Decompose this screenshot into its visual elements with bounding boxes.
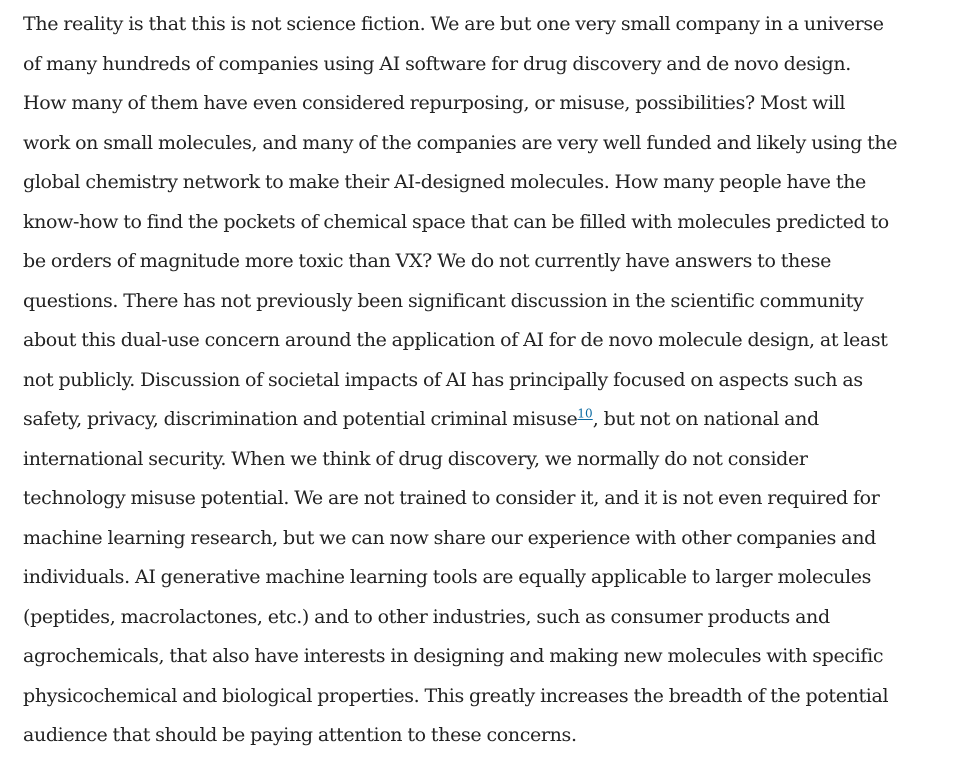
citation-line-text-after: , but not on national and bbox=[592, 408, 819, 430]
paragraph-line: not publicly. Discussion of societal impacts of AI has principally focused on aspects such as bbox=[23, 368, 863, 391]
paragraph-line: (peptides, macrolactones, etc.) and to other industries, such as consumer products and bbox=[23, 605, 830, 628]
paragraph-line: about this dual-use concern around the application of AI for de novo molecule design, at least bbox=[23, 329, 888, 351]
paragraph-line: physicochemical and biological properties. This greatly increases the breadth of the potential bbox=[23, 684, 889, 707]
paragraph-line: How many of them have even considered repurposing, or misuse, possibilities? Most will bbox=[23, 92, 846, 114]
paragraph-line: agrochemicals, that also have interests in designing and making new molecules with specific bbox=[23, 645, 884, 667]
paragraph-line: questions. There has not previously been significant discussion in the scientific community bbox=[23, 289, 864, 312]
citation-link-10[interactable]: 10 bbox=[577, 406, 593, 421]
paragraph-line: technology misuse potential. We are not trained to consider it, and it is not even required for bbox=[23, 487, 880, 509]
paragraph-line: be orders of magnitude more toxic than VX? We do not currently have answers to these bbox=[23, 250, 832, 272]
paragraph-line: international security. When we think of drug discovery, we normally do not consider bbox=[23, 447, 808, 470]
paragraph-line: work on small molecules, and many of the companies are very well funded and likely using the bbox=[23, 131, 898, 154]
paragraph-line: of many hundreds of companies using AI software for drug discovery and de novo design. bbox=[23, 52, 851, 75]
paragraph-line: know-how to find the pockets of chemical space that can be filled with molecules predicted to bbox=[23, 210, 889, 233]
article-paragraph bbox=[23, 5, 967, 756]
paragraph-line: global chemistry network to make their AI-designed molecules. How many people have the bbox=[23, 171, 866, 193]
paragraph-line: machine learning research, but we can now share our experience with other companies and bbox=[23, 526, 876, 549]
paragraph-line: individuals. AI generative machine learning tools are equally applicable to larger molecules bbox=[23, 566, 872, 588]
paragraph-line: audience that should be paying attention to these concerns. bbox=[23, 724, 577, 746]
citation-line-text-before: safety, privacy, discrimination and potential criminal misuse bbox=[23, 408, 578, 430]
paragraph-line: The reality is that this is not science fiction. We are but one very small company in a universe bbox=[23, 13, 884, 35]
paragraph-line-with-citation bbox=[23, 400, 967, 440]
